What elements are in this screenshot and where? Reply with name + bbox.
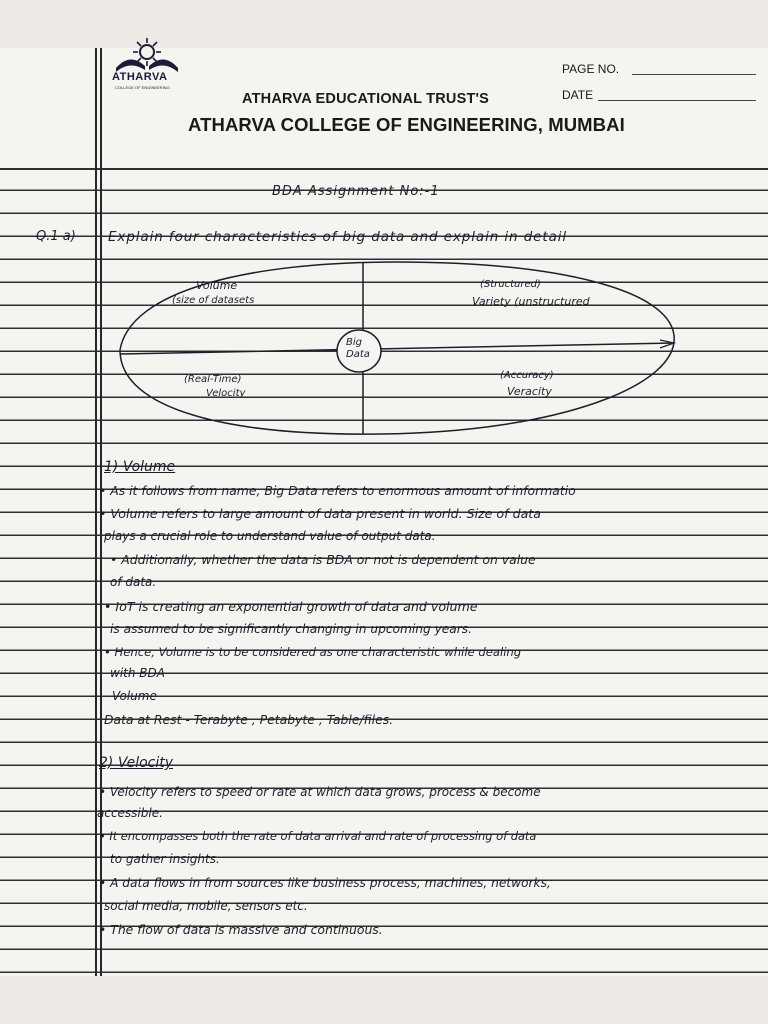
- date-label: DATE: [562, 88, 594, 102]
- quadrant-volume-title: Volume: [196, 279, 238, 292]
- question-number: Q.1 a): [36, 229, 76, 244]
- velocity-line: social media, mobile, sensors etc.: [104, 899, 308, 913]
- quadrant-variety-note: (Structured): [480, 279, 541, 290]
- trust-name: ATHARVA EDUCATIONAL TRUST'S: [242, 91, 490, 107]
- quadrant-veracity-note: (Accuracy): [500, 370, 554, 381]
- volume-line: • Hence, Volume is to be considered as one characteristic while dealing: [104, 645, 522, 659]
- volume-line: Data at Rest - Terabyte , Petabyte , Table/files.: [104, 712, 394, 727]
- quadrant-variety-title: Variety (unstructured: [472, 295, 590, 308]
- quadrant-volume-note: (size of datasets: [172, 295, 255, 306]
- velocity-line: • Velocity refers to speed or rate at which data grows, process & become: [99, 785, 541, 799]
- volume-line: is assumed to be significantly changing in upcoming years.: [110, 622, 472, 636]
- velocity-line: • It encompasses both the rate of data arrival and rate of processing of data: [99, 829, 537, 843]
- volume-line: with BDA: [110, 666, 165, 680]
- volume-line: Volume: [112, 689, 157, 703]
- velocity-line: • A data flows in from sources like business process, machines, networks,: [99, 876, 551, 890]
- center-label-line2: Data: [346, 349, 370, 360]
- assignment-title: BDA Assignment No:-1: [272, 184, 440, 199]
- section-heading-volume: 1) Volume: [104, 459, 176, 475]
- volume-line: plays a crucial role to understand value of output data.: [104, 529, 436, 543]
- quadrant-velocity-note: (Real-Time): [184, 374, 242, 385]
- velocity-line: to gather insights.: [110, 852, 220, 866]
- velocity-line: accessible.: [97, 806, 163, 820]
- quadrant-veracity-title: Veracity: [507, 385, 552, 398]
- section-heading-velocity: 2) Velocity: [99, 755, 174, 771]
- logo-subtext: COLLEGE OF ENGINEERING: [115, 85, 170, 90]
- college-name: ATHARVA COLLEGE OF ENGINEERING, MUMBAI: [188, 114, 625, 135]
- volume-line: • Additionally, whether the data is BDA or not is dependent on value: [110, 552, 536, 567]
- center-label-line1: Big: [346, 337, 362, 348]
- question-text: Explain four characteristics of big data and explain in detail: [108, 229, 568, 245]
- quadrant-velocity-title: Velocity: [206, 388, 246, 399]
- velocity-line: • The flow of data is massive and continuous.: [99, 922, 383, 937]
- volume-line: • Volume refers to large amount of data present in world. Size of data: [99, 506, 541, 521]
- volume-line: • IoT is creating an exponential growth of data and volume: [104, 599, 478, 614]
- logo-wordmark: ATHARVA: [112, 71, 168, 83]
- volume-line: of data.: [110, 575, 157, 589]
- page-no-label: PAGE NO.: [562, 62, 620, 76]
- volume-line: • As it follows from name, Big Data refers to enormous amount of informatio: [99, 483, 576, 498]
